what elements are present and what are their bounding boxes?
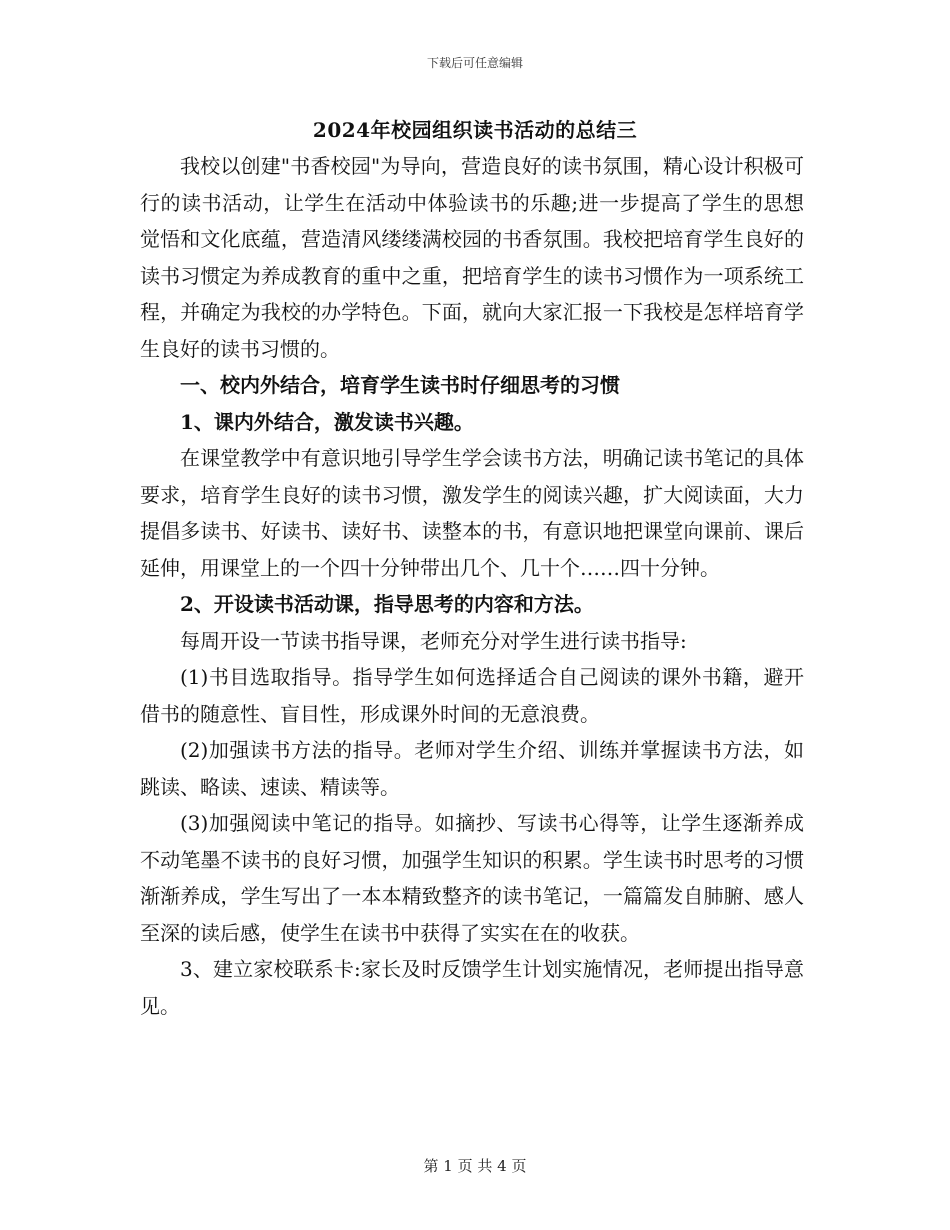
- subsection-heading-1: 1、课内外结合，激发读书兴趣。: [180, 409, 474, 434]
- section-heading-1: 一、校内外结合，培育学生读书时仔细思考的习惯: [180, 373, 620, 397]
- paragraph-item-2: (2)加强读书方法的指导。老师对学生介绍、训练并掌握读书方法，如跳读、略读、速读、精读等。: [140, 738, 804, 799]
- paragraph-item-1: (1)书目选取指导。指导学生如何选择适合自己阅读的课外书籍，避开借书的随意性、盲目性，形成课外时间的无意浪费。: [140, 665, 804, 726]
- document-body: [140, 148, 804, 1024]
- paragraph-weekly-class: 每周开设一节读书指导课，老师充分对学生进行读书指导:: [180, 628, 687, 653]
- document-title: 2024年校园组织读书活动的总结三: [312, 118, 638, 142]
- header-note: 下载后可任意编辑: [426, 56, 523, 70]
- intro-paragraph: 我校以创建"书香校园"为导向，营造良好的读书氛围，精心设计积极可行的读书活动，让学生在活动中体验读书的乐趣;进一步提高了学生的思想觉悟和文化底蕴，营造清风缕缕满校园的书香氛围。我校把培育学生良好的读书习惯定为养成教育的重中之重，把培育学生的读书习惯作为一项系统工程，并确定为我校的办学特色。下面，就向大家汇报一下我校是怎样培育学生良好的读书习惯的。: [140, 154, 804, 361]
- paragraph-classroom: 在课堂教学中有意识地引导学生学会读书方法，明确记读书笔记的具体要求，培育学生良好的读书习惯，激发学生的阅读兴趣，扩大阅读面，大力提倡多读书、好读书、读好书、读整本的书，有意识地把课堂向课前、课后延伸，用课堂上的一个四十分钟带出几个、几十个……四十分钟。: [140, 446, 804, 580]
- subsection-heading-2: 2、开设读书活动课，指导思考的内容和方法。: [180, 592, 594, 616]
- page-footer: 第 1 页 共 4 页: [423, 1157, 527, 1175]
- paragraph-item-3: (3)加强阅读中笔记的指导。如摘抄、写读书心得等，让学生逐渐养成不动笔墨不读书的良好习惯，加强学生知识的积累。学生读书时思考的习惯渐渐养成，学生写出了一本本精致整齐的读书笔记，一篇篇发自肺腑、感人至深的读后感，使学生在读书中获得了实实在在的收获。: [140, 811, 804, 945]
- paragraph-contact-card: 3、建立家校联系卡:家长及时反馈学生计划实施情况，老师提出指导意见。: [140, 957, 804, 1018]
